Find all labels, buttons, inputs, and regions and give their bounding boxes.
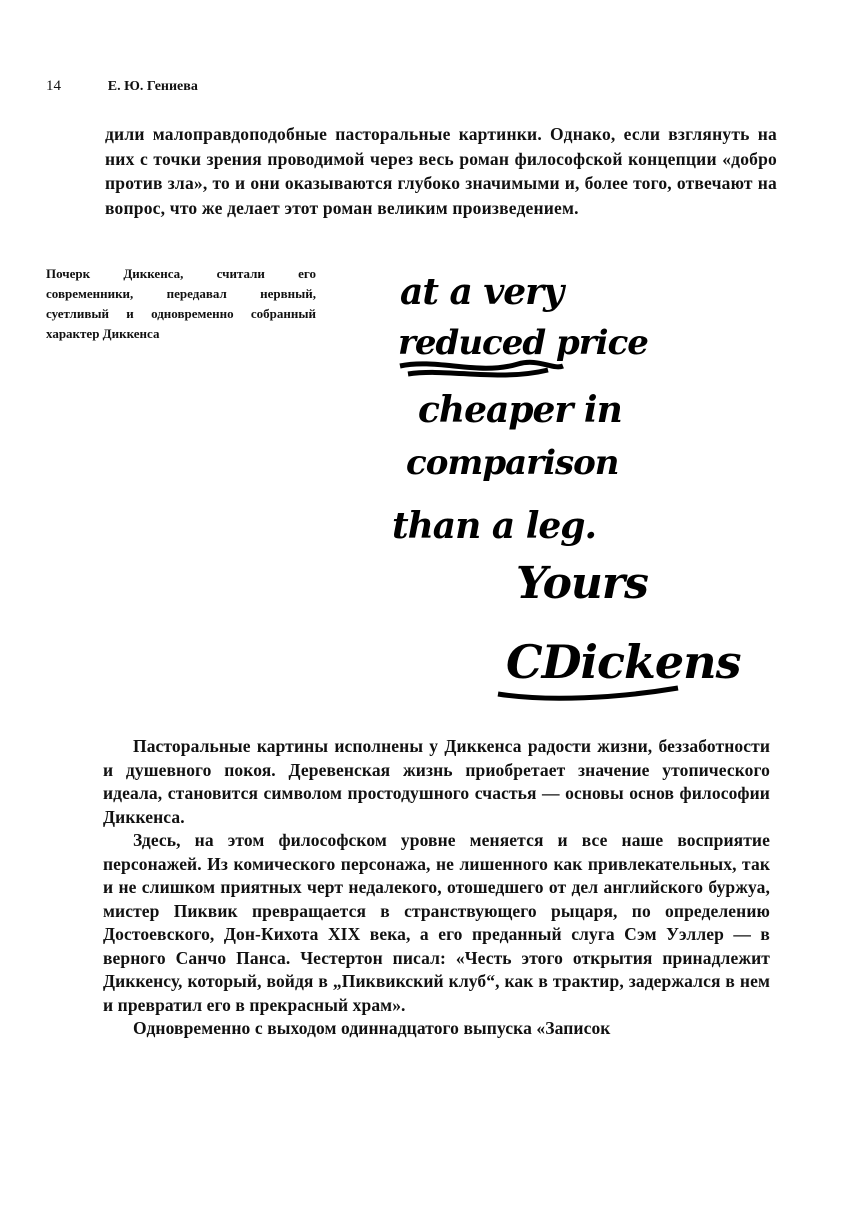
figure-caption: Почерк Диккенса, считали его современники, передавал нервный, суетливый и одновременно собранный характер Диккенса (46, 266, 316, 341)
page-number: 14 (46, 78, 61, 94)
manuscript-line-6: Yours (516, 558, 648, 609)
running-head-author: Е. Ю. Гениева (107, 79, 198, 94)
dickens-handwriting-figure (378, 258, 741, 718)
strikethrough-scribble (400, 362, 563, 375)
manuscript-line-1: at a very (400, 271, 564, 313)
manuscript-line-3: cheaper in (418, 389, 622, 431)
body-paragraph: Здесь, на этом философском уровне меняется и все наше восприятие персонажей. Из комического персонажа, не лишенного как привлекательных, так и не слишком приятных черт недалекого, отошедшего от дел английского буржуа, мистер Пиквик превращается в странствующего рыцаря, по определению Достоевского, Дон-Кихота XIX века, а его преданный слуга Сэм Уэллер — в верного Санчо Панса. Честертон писал: «Честь этого открытия принадлежит Диккенсу, который, войдя в „Пиквикский клуб“, как в трактир, задержался в нем и превратил его в прекрасный храм». (103, 830, 770, 1015)
manuscript-signature: CDickens (506, 635, 741, 689)
body-text (103, 735, 770, 1041)
running-header (46, 78, 198, 95)
manuscript-line-5: than a leg. (392, 505, 596, 547)
body-paragraph: Пасторальные картины исполнены у Диккенса радости жизни, беззаботности и душевного покоя. Деревенская жизнь приобретает значение утопического идеала, становится символом простодушного счастья — основы основ философии Диккенса. (103, 736, 770, 827)
body-paragraph: Одновременно с выходом одиннадцатого выпуска «Записок (133, 1018, 611, 1038)
signature-flourish (498, 688, 678, 698)
manuscript-line-2: reduced price (398, 323, 648, 363)
manuscript-line-4: comparison (406, 443, 619, 483)
top-paragraph: дили малоправдоподобные пасторальные картинки. Однако, если взглянуть на них с точки зрения проводимой через весь роман философской концепции «добро против зла», то и они оказываются глубоко значимыми и, более того, отвечают на вопрос, что же делает этот роман великим произведением. (105, 124, 777, 218)
